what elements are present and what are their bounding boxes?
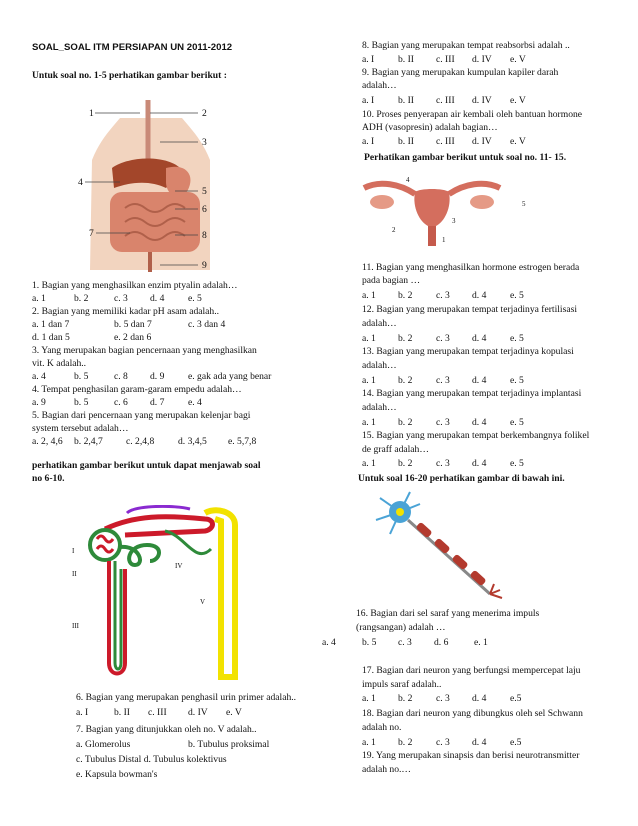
q12-opt-b: b. 2 [398,333,413,344]
q17-opt-e: e.5 [510,693,522,704]
q4-opt-b: b. 5 [74,397,89,408]
q11-text-2: pada bagian … [362,275,421,286]
q10-opt-d: d. IV [472,136,492,147]
fig3-label-4: 4 [406,176,410,184]
q12-text-2: adalah… [362,318,397,329]
q17-text-2: impuls saraf adalah.. [362,679,442,690]
q12-opt-c: c. 3 [436,333,450,344]
q13-text-1: 13. Bagian yang merupakan tempat terjadinya kopulasi [362,346,574,357]
q14-opt-d: d. 4 [472,417,487,428]
fig3-label-1: 1 [442,236,446,244]
q12-opt-a: a. 1 [362,333,376,344]
q12-opt-d: d. 4 [472,333,487,344]
instruction-q16-20: Untuk soal 16-20 perhatikan gambar di bawah ini. [358,473,565,484]
q18-opt-b: b. 2 [398,737,413,748]
q3-opt-b: b. 5 [74,371,89,382]
fig3-label-5: 5 [522,200,526,208]
q4-opt-d: d. 7 [150,397,165,408]
q18-opt-c: c. 3 [436,737,450,748]
instruction-q1-5: Untuk soal no. 1-5 perhatikan gambar berikut : [32,70,227,81]
q15-opt-b: b. 2 [398,458,413,469]
q4-opt-e: e. 4 [188,397,202,408]
fig2-label-III: III [72,622,79,630]
q11-opt-c: c. 3 [436,290,450,301]
fig1-label-9: 9 [202,260,207,271]
neuron-figure [370,490,510,600]
fig2-label-IV: IV [175,562,183,570]
q3-text-2: vit. K adalah.. [32,358,87,369]
q15-opt-d: d. 4 [472,458,487,469]
q15-opt-a: a. 1 [362,458,376,469]
q4-text: 4. Tempat penghasilan garam-garam empedu adalah… [32,384,242,395]
q11-opt-d: d. 4 [472,290,487,301]
q9-opt-e: e. V [510,95,526,106]
q10-text-1: 10. Proses penyerapan air kembali oleh bantuan hormone [362,109,583,120]
q14-opt-a: a. 1 [362,417,376,428]
q1-opt-d: d. 4 [150,293,165,304]
q10-text-2: ADH (vasopresin) adalah bagian… [362,122,498,133]
q6-opt-e: e. V [226,707,242,718]
fig1-label-7: 7 [89,228,94,239]
q12-opt-e: e. 5 [510,333,524,344]
q7-options-row2: c. Tubulus Distal d. Tubulus kolektivus [76,754,227,765]
q15-opt-e: e. 5 [510,458,524,469]
q14-opt-b: b. 2 [398,417,413,428]
q6-opt-c: c. III [148,707,167,718]
q7-opt-a: a. Glomerolus [76,739,131,750]
q1-opt-b: b. 2 [74,293,89,304]
q4-opt-c: c. 6 [114,397,128,408]
q14-text-1: 14. Bagian yang merupakan tempat terjadinya implantasi [362,388,582,399]
q16-text-2: (rangsangan) adalah … [356,622,446,633]
fig3-label-2: 2 [392,226,396,234]
q15-opt-c: c. 3 [436,458,450,469]
q9-opt-a: a. I [362,95,375,106]
q17-opt-a: a. 1 [362,693,376,704]
q11-opt-e: e. 5 [510,290,524,301]
q7-text: 7. Bagian yang ditunjukkan oleh no. V adalah.. [76,724,257,735]
q2-opt-c: c. 3 dan 4 [188,319,226,330]
q3-opt-c: c. 8 [114,371,128,382]
fig1-label-5: 5 [202,186,207,197]
q3-opt-d: d. 9 [150,371,165,382]
q4-opt-a: a. 9 [32,397,46,408]
q9-opt-b: b. II [398,95,414,106]
q16-opt-e: e. 1 [474,637,488,648]
q5-text-1: 5. Bagian dari pencernaan yang merupakan kelenjar bagi [32,410,251,421]
q16-opt-d: d. 6 [434,637,449,648]
q17-opt-d: d. 4 [472,693,487,704]
q17-opt-b: b. 2 [398,693,413,704]
q13-opt-b: b. 2 [398,375,413,386]
fig1-label-2: 2 [202,108,207,119]
q19-text-1: 19. Yang merupakan sinapsis dan berisi neurotransmitter [362,750,580,761]
q8-text: 8. Bagian yang merupakan tempat reabsorbsi adalah .. [362,40,570,51]
q1-opt-e: e. 5 [188,293,202,304]
fig2-label-V: V [200,598,206,606]
fig1-label-3: 3 [202,137,207,148]
q13-text-2: adalah… [362,360,397,371]
q9-text-2: adalah… [362,80,397,91]
q16-opt-c: c. 3 [398,637,412,648]
q13-opt-c: c. 3 [436,375,450,386]
q8-opt-a: a. I [362,54,375,65]
q12-text-1: 12. Bagian yang merupakan tempat terjadinya fertilisasi [362,304,577,315]
q14-opt-c: c. 3 [436,417,450,428]
reproductive-figure [360,178,520,248]
q18-text-2: adalah no. [362,722,402,733]
q16-text-1: 16. Bagian dari sel saraf yang menerima impuls [356,608,540,619]
q5-opt-c: c. 2,4,8 [126,436,155,447]
q10-opt-b: b. II [398,136,414,147]
q6-opt-b: b. II [114,707,130,718]
instruction-q11-15: Perhatikan gambar berikut untuk soal no. 11- 15. [364,152,567,163]
q10-opt-c: c. III [436,136,455,147]
q15-text-1: 15. Bagian yang merupakan tempat berkembangnya folikel [362,430,590,441]
q2-text: 2. Bagian yang memiliki kadar pH asam adalah.. [32,306,220,317]
q8-opt-d: d. IV [472,54,492,65]
q7-opt-b: b. Tubulus proksimal [188,739,270,750]
q6-text: 6. Bagian yang merupakan penghasil urin primer adalah.. [76,692,297,703]
fig3-label-3: 3 [452,217,456,225]
fig1-label-4: 4 [78,177,83,188]
q2-opt-d: d. 1 dan 5 [32,332,70,343]
q15-text-2: de graff adalah… [362,444,429,455]
q18-text-1: 18. Bagian dari neuron yang dibungkus oleh sel Schwann [362,708,583,719]
q16-opt-b: b. 5 [362,637,377,648]
q14-opt-e: e. 5 [510,417,524,428]
fig2-label-I: I [72,547,75,555]
q1-opt-c: c. 3 [114,293,128,304]
fig1-label-6: 6 [202,204,207,215]
q9-opt-c: c. III [436,95,455,106]
q16-opt-a: a. 4 [322,637,336,648]
q11-opt-b: b. 2 [398,290,413,301]
q11-opt-a: a. 1 [362,290,376,301]
q14-text-2: adalah… [362,402,397,413]
q2-opt-e: e. 2 dan 6 [114,332,152,343]
q7-options-row3: e. Kapsula bowman's [76,769,158,780]
q1-opt-a: a. 1 [32,293,46,304]
q13-opt-a: a. 1 [362,375,376,386]
q1-text: 1. Bagian yang menghasilkan enzim ptyalin adalah… [32,280,238,291]
q9-opt-d: d. IV [472,95,492,106]
page-header: SOAL_SOAL ITM PERSIAPAN UN 2011-2012 [32,42,233,53]
q3-text-1: 3. Yang merupakan bagian pencernaan yang menghasilkan [32,345,257,356]
q5-text-2: system tersebut adalah… [32,423,129,434]
q8-opt-e: e. V [510,54,526,65]
q18-opt-d: d. 4 [472,737,487,748]
fig2-label-II: II [72,570,77,578]
q8-opt-b: b. II [398,54,414,65]
q17-text-1: 17. Bagian dari neuron yang berfungsi mempercepat laju [362,665,581,676]
q18-opt-a: a. 1 [362,737,376,748]
q3-opt-a: a. 4 [32,371,46,382]
instruction-q6-10-1: perhatikan gambar berikut untuk dapat menjawab soal [32,460,261,471]
q10-opt-a: a. I [362,136,375,147]
q18-opt-e: e.5 [510,737,522,748]
q17-opt-c: c. 3 [436,693,450,704]
q19-text-2: adalah no.… [362,764,412,775]
q3-opt-e: e. gak ada yang benar [188,371,272,382]
instruction-q6-10-2: no 6-10. [32,473,65,484]
q10-opt-e: e. V [510,136,526,147]
q11-text-1: 11. Bagian yang menghasilkan hormone estrogen berada [362,262,580,273]
fig1-label-1: 1 [89,108,94,119]
q6-opt-a: a. I [76,707,89,718]
q2-opt-a: a. 1 dan 7 [32,319,70,330]
q5-opt-a: a. 2, 4,6 [32,436,63,447]
q13-opt-e: e. 5 [510,375,524,386]
q9-text-1: 9. Bagian yang merupakan kumpulan kapiler darah [362,67,559,78]
q5-opt-b: b. 2,4,7 [74,436,103,447]
q8-opt-c: c. III [436,54,455,65]
nephron-figure [65,505,265,685]
q13-opt-d: d. 4 [472,375,487,386]
fig1-label-8: 8 [202,230,207,241]
q5-opt-e: e. 5,7,8 [228,436,257,447]
q5-opt-d: d. 3,4,5 [178,436,207,447]
q2-opt-b: b. 5 dan 7 [114,319,152,330]
q6-opt-d: d. IV [188,707,208,718]
